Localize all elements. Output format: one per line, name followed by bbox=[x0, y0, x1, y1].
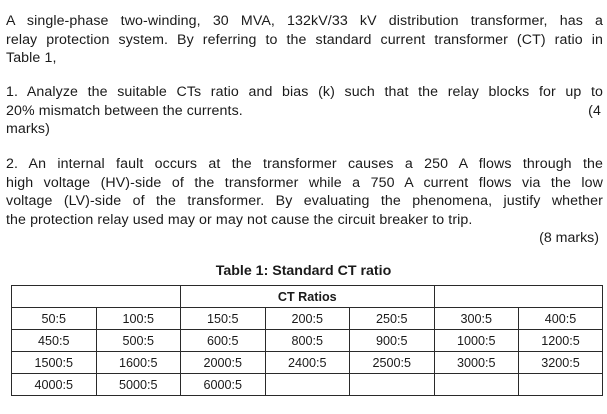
table-cell bbox=[350, 374, 435, 396]
table-group-header: CT Ratios bbox=[181, 286, 435, 308]
table-cell bbox=[265, 374, 350, 396]
intro-line-3: Table 1, bbox=[6, 50, 57, 66]
question-1-line-3: marks) bbox=[6, 121, 50, 137]
table-cell: 250:5 bbox=[350, 308, 435, 330]
table-cell: 400:5 bbox=[519, 308, 603, 330]
table-cell: 150:5 bbox=[181, 308, 266, 330]
table-header-blank-right bbox=[434, 286, 603, 308]
table-cell: 800:5 bbox=[265, 330, 350, 352]
table-cell: 300:5 bbox=[434, 308, 519, 330]
table-title: Table 1: Standard CT ratio bbox=[215, 263, 392, 279]
table-cell: 2000:5 bbox=[181, 352, 266, 374]
question-2-line-3: voltage (LV)-side of the transformer. By evaluating the phenomena, justify whether bbox=[6, 193, 603, 209]
table-row bbox=[12, 308, 603, 330]
question-2-marks: (8 marks) bbox=[539, 230, 599, 246]
ct-ratio-table bbox=[11, 285, 603, 396]
question-2-line-1: 2. An internal fault occurs at the transformer causes a 250 A flows through the bbox=[6, 156, 603, 172]
question-1 bbox=[6, 83, 603, 139]
table-cell: 50:5 bbox=[12, 308, 97, 330]
table-cell: 4000:5 bbox=[12, 374, 97, 396]
table-cell: 900:5 bbox=[350, 330, 435, 352]
question-1-marks-fragment: (4 bbox=[588, 102, 601, 119]
question-2 bbox=[6, 155, 603, 229]
table-cell: 1200:5 bbox=[519, 330, 603, 352]
question-2-line-2: high voltage (HV)-side of the transformer while a 750 A current flows via the low bbox=[6, 174, 603, 191]
table-cell: 3200:5 bbox=[519, 352, 603, 374]
table-cell: 1600:5 bbox=[96, 352, 181, 374]
table-cell: 2500:5 bbox=[350, 352, 435, 374]
table-cell: 1000:5 bbox=[434, 330, 519, 352]
question-2-line-4: the protection relay used may or may not cause the circuit breaker to trip. bbox=[6, 211, 473, 228]
question-1-line-2-row bbox=[6, 102, 603, 121]
table-header-row bbox=[12, 286, 603, 308]
table-row bbox=[12, 374, 603, 396]
table-cell: 600:5 bbox=[181, 330, 266, 352]
intro-paragraph bbox=[6, 12, 603, 68]
question-1-line-2: 20% mismatch between the currents. bbox=[6, 102, 243, 119]
table-cell: 6000:5 bbox=[181, 374, 266, 396]
table-row bbox=[12, 352, 603, 374]
table-cell: 3000:5 bbox=[434, 352, 519, 374]
table-row bbox=[12, 330, 603, 352]
question-1-line-1: 1. Analyze the suitable CTs ratio and bias (k) such that the relay blocks for up to bbox=[6, 84, 603, 100]
table-cell: 200:5 bbox=[265, 308, 350, 330]
table-cell: 450:5 bbox=[12, 330, 97, 352]
table-header-blank-left bbox=[12, 286, 181, 308]
table-cell: 100:5 bbox=[96, 308, 181, 330]
intro-line-1: A single-phase two-winding, 30 MVA, 132kV/33 kV distribution transformer, has a bbox=[6, 13, 603, 29]
table-cell bbox=[519, 374, 603, 396]
table-cell: 2400:5 bbox=[265, 352, 350, 374]
intro-line-2: relay protection system. By referring to the standard current transformer (CT) ratio in bbox=[6, 31, 603, 48]
table-cell: 1500:5 bbox=[12, 352, 97, 374]
table-cell: 500:5 bbox=[96, 330, 181, 352]
table-cell: 5000:5 bbox=[96, 374, 181, 396]
table-cell bbox=[434, 374, 519, 396]
